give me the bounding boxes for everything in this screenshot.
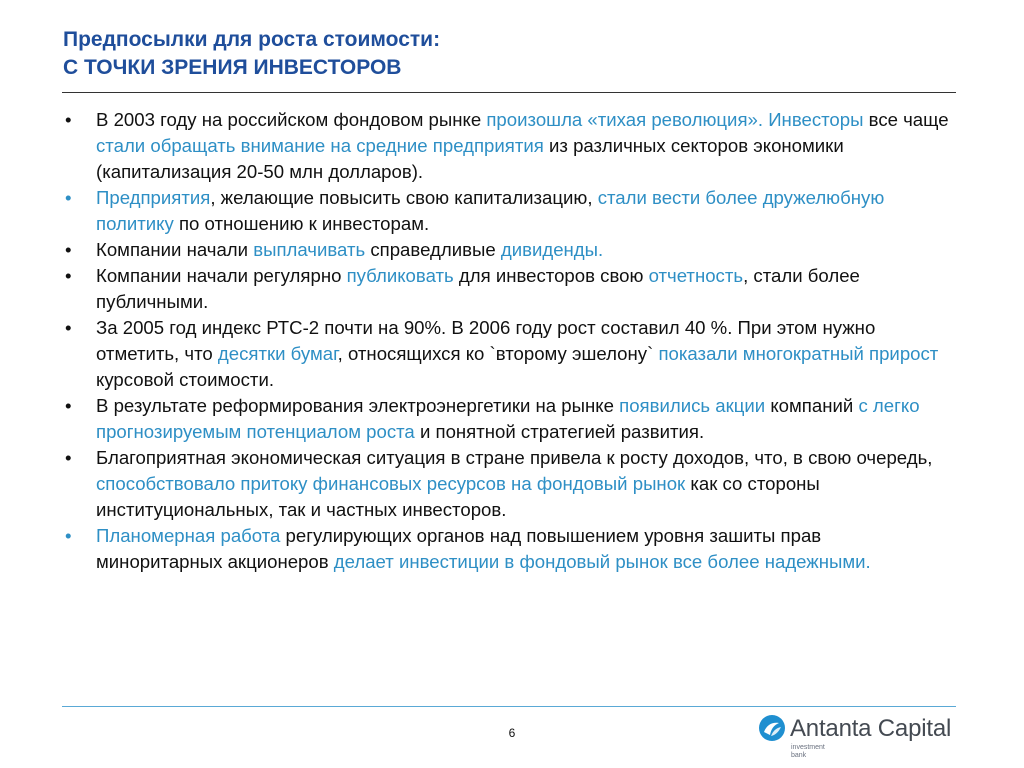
slide-title-line2: С ТОЧКИ ЗРЕНИЯ ИНВЕСТОРОВ (63, 56, 402, 79)
highlighted-text: Предприятия (96, 187, 211, 208)
highlighted-text: способствовало притоку финансовых ресурсов на фондовый рынок (96, 473, 686, 494)
logo-tagline: investment bank (791, 744, 825, 759)
bullet-item (62, 445, 952, 523)
slide-title (63, 26, 440, 82)
highlighted-text: публиковать (346, 265, 454, 286)
title-divider (62, 92, 956, 93)
body-text: За 2005 год индекс РТС-2 почти на 90%. В 2006 году рост составил 40 %. При этом нужно отметить, что (96, 317, 876, 364)
highlighted-text: десятки бумаг (217, 343, 338, 364)
highlighted-text: с легко прогнозируемым потенциалом роста (96, 395, 920, 442)
body-text: , желающие повысить свою капитализацию, (210, 187, 598, 208)
highlighted-text: делает инвестиции в фондовый рынок все более надежными. (333, 551, 871, 572)
body-text: компаний (765, 395, 859, 416)
body-text: из различных секторов экономики (капитализация 20-50 млн долларов). (96, 135, 844, 182)
bullet-item (62, 185, 952, 237)
bullet-marker: • (65, 317, 72, 338)
bullet-marker: • (65, 525, 72, 546)
company-logo (758, 712, 968, 762)
bullet-marker: • (65, 395, 72, 416)
highlighted-text: показали многократный прирост (658, 343, 939, 364)
page-number: 6 (508, 726, 516, 740)
bullet-list (62, 107, 952, 575)
slide-title-line1: Предпосылки для роста стоимости: (63, 28, 441, 51)
highlighted-text: стали вести более дружелюбную политику (96, 187, 885, 234)
highlighted-text: Планомерная работа (96, 525, 281, 546)
body-text: В результате реформирования электроэнергетики на рынке (96, 395, 620, 416)
highlighted-text: появились акции (619, 395, 766, 416)
body-text: , стали более публичными. (96, 265, 860, 312)
highlighted-text: стали обращать внимание на средние предприятия (96, 135, 544, 156)
body-text: регулирующих органов над повышением уровня зашиты прав миноритарных акционеров (96, 525, 822, 572)
body-text: для инвесторов свою (453, 265, 649, 286)
bullet-item (62, 237, 952, 263)
bullet-item (62, 315, 952, 393)
body-text: по отношению к инвесторам. (173, 213, 430, 234)
footer-divider (62, 706, 956, 707)
body-text: все чаще (863, 109, 949, 130)
antanta-logo-icon (758, 714, 786, 742)
logo-wordmark: Antanta Capital (790, 715, 952, 742)
body-text: Благоприятная экономическая ситуация в стране привела к росту доходов, что, в свою очередь, (96, 447, 933, 468)
highlighted-text: отчетность (648, 265, 744, 286)
body-text: курсовой стоимости. (96, 369, 275, 390)
bullet-marker: • (65, 447, 72, 468)
body-text: Компании начали (96, 239, 254, 260)
bullet-item (62, 523, 952, 575)
highlighted-text: дивиденды. (500, 239, 604, 260)
body-text: Компании начали регулярно (96, 265, 347, 286)
bullet-item (62, 263, 952, 315)
bullet-marker: • (65, 265, 72, 286)
bullet-marker: • (65, 187, 72, 208)
bullet-item (62, 393, 952, 445)
body-text: справедливые (365, 239, 501, 260)
body-text: и понятной стратегией развития. (414, 421, 705, 442)
body-text: как со стороны институциональных, так и частных инвесторов. (96, 473, 820, 520)
bullet-marker: • (65, 109, 72, 130)
highlighted-text: произошла «тихая революция». Инвесторы (486, 109, 864, 130)
body-text: , относящихся ко `второму эшелону` (337, 343, 659, 364)
highlighted-text: выплачивать (253, 239, 366, 260)
bullet-marker: • (65, 239, 72, 260)
bullet-item (62, 107, 952, 185)
body-text: В 2003 году на российском фондовом рынке (96, 109, 487, 130)
